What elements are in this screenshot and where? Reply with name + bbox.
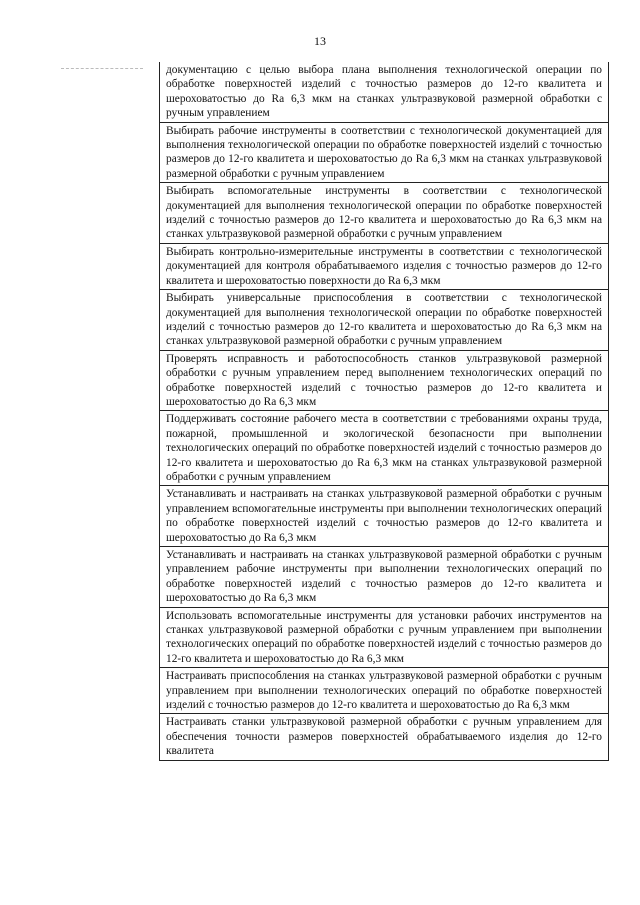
- table-row: [160, 668, 609, 714]
- table-row: [160, 607, 609, 668]
- table-row: [160, 714, 609, 760]
- table-cell: Выбирать контрольно-измерительные инструменты в соответствии с технологической документацией для контроля обрабатываемого изделия с точностью размеров до 12-го квалитета и шероховатостью поверхности до Ra 6,3 мкм: [160, 243, 609, 289]
- table-cell: Устанавливать и настраивать на станках ультразвуковой размерной обработки с ручным управлением рабочие инструменты при выполнении технологических операций по обработке поверхностей изделий с точностью размеров до 12-го квалитета и шероховатостью до Ra 6,3 мкм: [160, 547, 609, 608]
- table-cell: Выбирать универсальные приспособления в соответствии с технологической документацией для выполнения технологической операции по обработке поверхностей изделий с точностью размеров до 12-го квалитета и шероховатостью до Ra 6,3 мкм на станках ультразвуковой размерной обработки с ручным управлением: [160, 290, 609, 351]
- table-cell: Настраивать приспособления на станках ультразвуковой размерной обработки с ручным управлением при выполнении технологических операций по обработке поверхностей изделий с точностью размеров до 12-го квалитета и шероховатостью до Ra 6,3 мкм: [160, 668, 609, 714]
- table-row: [160, 122, 609, 183]
- skills-table-grid: [159, 62, 609, 761]
- table-row: [160, 411, 609, 486]
- table-cell: Поддерживать состояние рабочего места в соответствии с требованиями охраны труда, пожарной, промышленной и экологической безопасности при выполнении технологических операций по обработке поверхностей изделий с точностью размеров до 12-го квалитета и шероховатостью до Ra 6,3 мкм на станках ультразвуковой размерной обработки с ручным управлением: [160, 411, 609, 486]
- table-cell: Использовать вспомогательные инструменты для установки рабочих инструментов на станках ультразвуковой размерной обработки с ручным управлением при выполнении технологических операций по обработке поверхностей изделий с точностью размеров до 12-го квалитета и шероховатостью до Ra 6,3 мкм: [160, 607, 609, 668]
- table-row: [160, 486, 609, 547]
- table-cell: Проверять исправность и работоспособность станков ультразвуковой размерной обработки с ручным управлением перед выполнением технологических операций по обработке поверхностей изделий с точностью размеров до 12-го квалитета и шероховатостью до Ra 6,3 мкм: [160, 350, 609, 411]
- table-cell: Настраивать станки ультразвуковой размерной обработки с ручным управлением для обеспечения точности размеров поверхностей обрабатываемого изделия до 12-го квалитета: [160, 714, 609, 760]
- table-row: [160, 62, 609, 122]
- table-cell: Выбирать рабочие инструменты в соответствии с технологической документацией для выполнения технологической операции по обработке поверхностей изделий с точностью размеров до 12-го квалитета и шероховатостью до Ra 6,3 мкм на станках ультразвуковой размерной обработки с ручным управлением: [160, 122, 609, 183]
- table-row: [160, 350, 609, 411]
- table-cell: Выбирать вспомогательные инструменты в соответствии с технологической документацией для выполнения технологической операции по обработке поверхностей изделий с точностью размеров до 12-го квалитета и шероховатостью до Ra 6,3 мкм на станках ультразвуковой размерной обработки с ручным управлением: [160, 183, 609, 244]
- table-row: [160, 183, 609, 244]
- skills-table: [159, 62, 609, 761]
- table-cell: документацию с целью выбора плана выполнения технологической операции по обработке поверхностей изделий с точностью размеров до 12-го квалитета и шероховатостью до Ra 6,3 мкм на станках ультразвуковой размерной обработки с ручным управлением: [160, 62, 609, 122]
- left-column-divider: [61, 68, 143, 69]
- table-row: [160, 243, 609, 289]
- table-cell: Устанавливать и настраивать на станках ультразвуковой размерной обработки с ручным управлением вспомогательные инструменты при выполнении технологических операций по обработке поверхностей изделий с точностью размеров до 12-го квалитета и шероховатостью до Ra 6,3 мкм: [160, 486, 609, 547]
- table-row: [160, 290, 609, 351]
- table-row: [160, 547, 609, 608]
- page-number: 13: [314, 34, 326, 48]
